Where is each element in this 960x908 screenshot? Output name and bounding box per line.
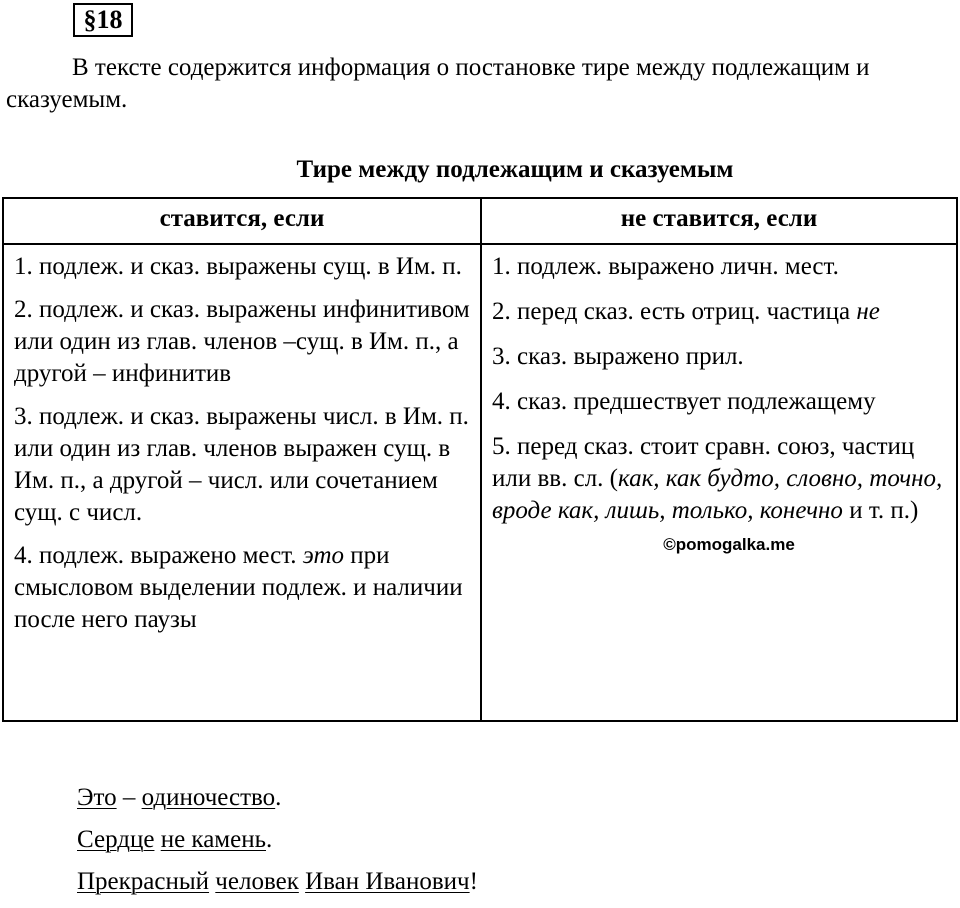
- sentence-text: –: [116, 784, 142, 811]
- underlined-sentence-member: Прекрасный: [77, 868, 210, 895]
- section-number: §18: [73, 3, 133, 37]
- column-dash-used: [3, 244, 481, 721]
- underlined-sentence-member: Это: [77, 784, 117, 811]
- rule-example-words: как, как будто, словно, точно, вроде как, лишь, только, конечно: [492, 465, 943, 524]
- intro-paragraph: В тексте содержится информация о постановке тире между подлежащим и сказуемым.: [6, 54, 870, 113]
- rule-item: [14, 540, 470, 636]
- sentence-text: .: [275, 784, 282, 811]
- rule-text: при смысловом выделении подлеж. и наличии после него паузы: [14, 542, 463, 633]
- rule-item: 3. сказ. выражено прил.: [492, 343, 744, 370]
- rule-example-word: не: [856, 298, 880, 325]
- underlined-sentence-member: не камень: [160, 826, 266, 853]
- sentence-text: .: [266, 826, 273, 853]
- table-title: Тире между подлежащим и сказуемым: [296, 156, 734, 183]
- underlined-sentence-member: Иван Иванович: [305, 868, 470, 895]
- underlined-sentence-member: Сердце: [77, 826, 155, 853]
- header-dash-not-used: не ставится, если: [481, 198, 957, 244]
- example-sentences: [77, 782, 478, 908]
- rule-text: и т. п.): [842, 497, 919, 524]
- rule-item: 1. подлеж. выражено личн. мест.: [492, 253, 839, 280]
- example-sentence: [77, 824, 478, 866]
- example-sentence: [77, 782, 478, 824]
- dash-rules-table: [2, 197, 958, 722]
- column-dash-not-used: [481, 244, 957, 721]
- header-dash-used: ставится, если: [3, 198, 481, 244]
- rule-example-word: это: [302, 542, 345, 569]
- rule-text: 5. перед сказ. стоит сравн. союз, частиц или вв. сл. (: [492, 433, 915, 492]
- rule-item: 3. подлеж. и сказ. выражены числ. в Им. п. или один из глав. членов выражен сущ. в Им. п., а другой – числ. или сочетанием сущ. с числ.: [14, 403, 469, 526]
- underlined-sentence-member: человек: [215, 868, 299, 895]
- sentence-text: !: [469, 868, 478, 895]
- watermark: ©pomogalka.me: [663, 535, 795, 554]
- rule-item: [492, 431, 946, 527]
- rule-item: 2. подлеж. и сказ. выражены инфинитивом или один из глав. членов –сущ. в Им. п., а другой – инфинитив: [14, 296, 470, 387]
- rule-text: 2. перед сказ. есть отриц. частица: [492, 298, 857, 325]
- rule-item: 4. сказ. предшествует подлежащему: [492, 388, 876, 415]
- rule-text: 4. подлеж. выражено мест.: [14, 542, 303, 569]
- underlined-sentence-member: одиночество: [141, 784, 276, 811]
- rule-item: [492, 296, 946, 328]
- rule-item: 1. подлеж. и сказ. выражены сущ. в Им. п.: [14, 253, 462, 280]
